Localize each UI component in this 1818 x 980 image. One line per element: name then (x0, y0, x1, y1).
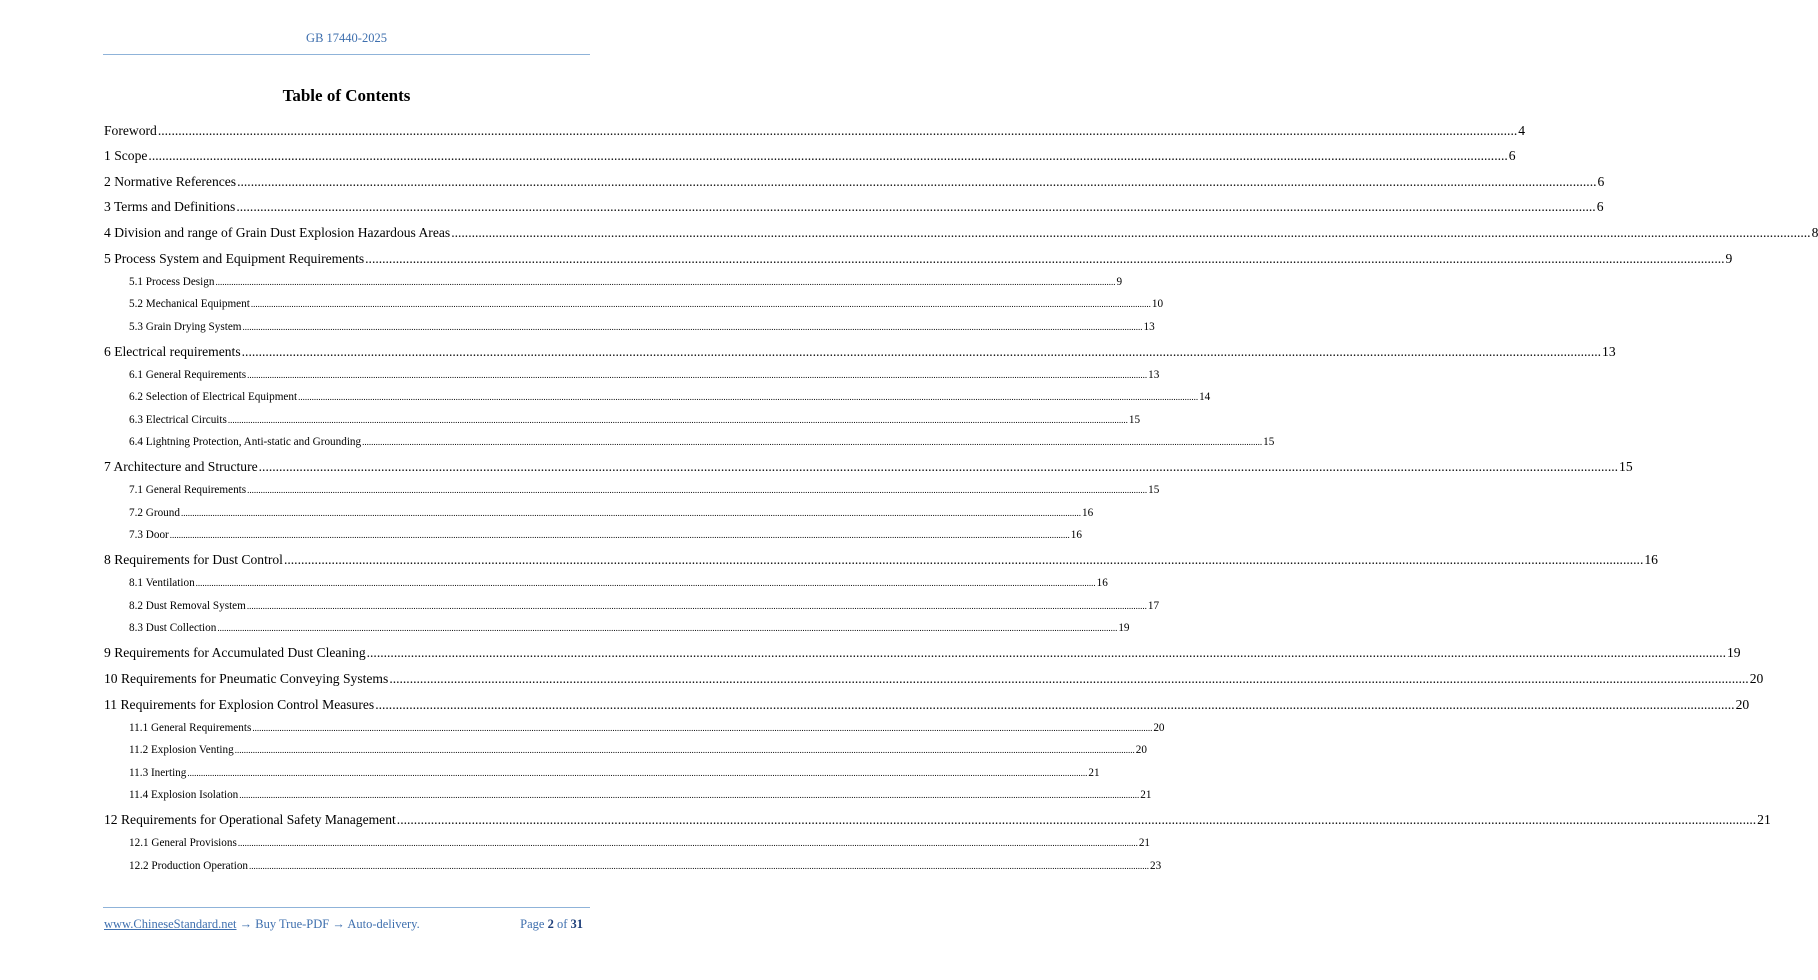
toc-leader-dots: ................................................................................................................................................................................................................................................................................................................................................................................................................ (241, 343, 1602, 359)
delivery-text: Auto-delivery. (347, 917, 420, 931)
toc-subentry[interactable] (104, 431, 1275, 454)
toc-entry-page: 19 (1118, 622, 1130, 635)
toc-entry-page: 15 (1263, 436, 1275, 449)
toc-entry-page: 9 (1116, 275, 1123, 288)
toc-entry-title: 11.3 Inerting (129, 766, 187, 779)
toc-leader-dots: ................................................................................................................................................................................................................................................................................................................................................................................................................ (237, 173, 1597, 189)
toc-entry-page: 17 (1147, 599, 1160, 612)
toc-entry-page: 13 (1148, 368, 1160, 381)
toc-entry-page: 13 (1143, 320, 1155, 333)
toc-entry-title: 11.4 Explosion Isolation (129, 789, 239, 802)
toc-subentry[interactable] (104, 855, 1162, 878)
toc-subentry[interactable] (104, 479, 1160, 502)
toc-entry-page: 15 (1128, 413, 1141, 426)
toc-entry-page: 21 (1138, 837, 1151, 850)
toc-entry[interactable] (104, 143, 1516, 168)
toc-entry[interactable] (104, 118, 1526, 143)
toc-entry[interactable] (104, 666, 1764, 691)
toc-entry-title: 8.3 Dust Collection (129, 622, 217, 635)
toc-entry-title: 9 Requirements for Accumulated Dust Cleaning (104, 645, 366, 661)
footer-purchase-line (104, 917, 420, 932)
page-current: 2 (547, 917, 554, 931)
toc-entry-page: 20 (1749, 671, 1764, 687)
toc-entry-page: 16 (1096, 577, 1108, 590)
toc-entry[interactable] (104, 220, 1818, 245)
toc-entry-page: 13 (1602, 343, 1616, 359)
toc-entry-page: 15 (1619, 459, 1633, 475)
toc-entry-title: 3 Terms and Definitions (104, 199, 236, 215)
toc-entry-title: 4 Division and range of Grain Dust Explosion Hazardous Areas (104, 224, 451, 240)
toc-entry-page: 6 (1508, 148, 1516, 164)
toc-subentry[interactable] (104, 617, 1130, 640)
toc-leader-dots: ................................................................................................................................................................................................................................................................................................................................................................................................................ (389, 671, 1749, 687)
toc-leader-dots: ................................................................................................................................................................................................................................................................................................................................................................................................................ (247, 369, 1148, 380)
toc-leader-dots: ................................................................................................................................................................................................................................................................................................................................................................................................................ (242, 321, 1143, 332)
arrow-icon: → (239, 917, 253, 931)
toc-subentry[interactable] (104, 409, 1141, 432)
toc-entry-title: 6.1 General Requirements (129, 368, 247, 381)
toc-entry-page: 23 (1150, 859, 1162, 872)
toc-leader-dots: ................................................................................................................................................................................................................................................................................................................................................................................................................ (396, 812, 1757, 828)
toc-entry-title: 5.2 Mechanical Equipment (129, 298, 250, 311)
toc-leader-dots: ................................................................................................................................................................................................................................................................................................................................................................................................................ (252, 722, 1153, 733)
page-number (520, 917, 583, 932)
toc-entry-page: 21 (1757, 812, 1771, 828)
toc-entry-title: 7.3 Door (129, 529, 169, 542)
toc-subentry[interactable] (104, 739, 1147, 762)
toc-entry-title: 8.1 Ventilation (129, 577, 195, 590)
toc-entry-title: 11.2 Explosion Venting (129, 744, 234, 757)
toc-subentry[interactable] (104, 572, 1108, 595)
toc-entry-page: 15 (1148, 484, 1160, 497)
toc-entry-title: 8.2 Dust Removal System (129, 599, 246, 612)
toc-entry-title: 5.1 Process Design (129, 275, 215, 288)
toc-entry[interactable] (104, 640, 1741, 665)
toc-subentry[interactable] (104, 293, 1164, 316)
toc-entry-title: 5 Process System and Equipment Requirements (104, 250, 365, 266)
toc-entry-title: 12.1 General Provisions (129, 837, 237, 850)
toc-subentry[interactable] (104, 762, 1100, 785)
toc-subentry[interactable] (104, 316, 1155, 339)
toc-leader-dots: ................................................................................................................................................................................................................................................................................................................................................................................................................ (258, 459, 1619, 475)
toc-entry-title: Foreword (104, 122, 157, 138)
toc-subentry[interactable] (104, 595, 1160, 618)
toc-title: Table of Contents (282, 86, 411, 105)
toc-leader-dots: ................................................................................................................................................................................................................................................................................................................................................................................................................ (195, 578, 1096, 589)
toc-leader-dots: ................................................................................................................................................................................................................................................................................................................................................................................................................ (362, 437, 1263, 448)
toc-entry-title: 2 Normative References (104, 173, 237, 189)
toc-leader-dots: ................................................................................................................................................................................................................................................................................................................................................................................................................ (169, 530, 1070, 541)
toc-subentry[interactable] (104, 386, 1211, 409)
toc-entry-page: 4 (1518, 122, 1526, 138)
toc-subentry[interactable] (104, 524, 1082, 547)
toc-subentry[interactable] (104, 717, 1165, 740)
toc-entry-title: 6.4 Lightning Protection, Anti-static and Grounding (129, 436, 362, 449)
toc-entry-page: 14 (1199, 391, 1211, 404)
toc-entry[interactable] (104, 246, 1733, 271)
site-link[interactable]: www.ChineseStandard.net (104, 917, 237, 931)
toc-leader-dots: ................................................................................................................................................................................................................................................................................................................................................................................................................ (283, 552, 1644, 568)
toc-entry[interactable] (104, 692, 1750, 717)
toc-leader-dots: ................................................................................................................................................................................................................................................................................................................................................................................................................ (247, 485, 1148, 496)
toc-entry-page: 16 (1081, 506, 1094, 519)
toc-leader-dots: ................................................................................................................................................................................................................................................................................................................................................................................................................ (239, 790, 1140, 801)
toc-leader-dots: ................................................................................................................................................................................................................................................................................................................................................................................................................ (157, 122, 1518, 138)
toc-entry-page: 8 (1811, 224, 1818, 240)
toc-entry-title: 12 Requirements for Operational Safety Management (104, 812, 396, 828)
toc-leader-dots: ................................................................................................................................................................................................................................................................................................................................................................................................................ (366, 645, 1726, 661)
toc-leader-dots: ................................................................................................................................................................................................................................................................................................................................................................................................................ (217, 623, 1118, 634)
buy-link[interactable]: Buy True-PDF (255, 917, 330, 931)
toc-subentry[interactable] (104, 271, 1123, 294)
toc-entry-title: 1 Scope (104, 148, 148, 164)
toc-entry-page: 16 (1070, 529, 1082, 542)
toc-leader-dots: ................................................................................................................................................................................................................................................................................................................................................................................................................ (234, 745, 1135, 756)
toc-entry-title: 11 Requirements for Explosion Control Measures (104, 696, 375, 712)
toc-entry-page: 6 (1596, 199, 1604, 215)
toc-entry-page: 9 (1725, 250, 1733, 266)
toc-entry-title: 6.3 Electrical Circuits (129, 413, 227, 426)
toc-entry-page: 6 (1597, 173, 1605, 189)
toc-entry-title: 7.1 General Requirements (129, 484, 247, 497)
page-total: 31 (570, 917, 583, 931)
toc-leader-dots: ................................................................................................................................................................................................................................................................................................................................................................................................................ (236, 199, 1596, 215)
toc-entry[interactable] (104, 169, 1605, 194)
table-of-contents (104, 117, 1818, 877)
toc-leader-dots: ................................................................................................................................................................................................................................................................................................................................................................................................................ (298, 392, 1199, 403)
toc-entry-title: 7.2 Ground (129, 506, 180, 519)
toc-entry-page: 16 (1644, 552, 1658, 568)
toc-entry-title: 11.1 General Requirements (129, 721, 252, 734)
toc-subentry[interactable] (104, 832, 1151, 855)
toc-leader-dots: ................................................................................................................................................................................................................................................................................................................................................................................................................ (187, 767, 1088, 778)
toc-leader-dots: ................................................................................................................................................................................................................................................................................................................................................................................................................ (180, 507, 1081, 518)
toc-leader-dots: ................................................................................................................................................................................................................................................................................................................................................................................................................ (250, 299, 1151, 310)
toc-entry-page: 19 (1727, 645, 1741, 661)
page-of: of (556, 917, 568, 931)
toc-entry-title: 10 Requirements for Pneumatic Conveying Systems (104, 671, 389, 687)
toc-entry-page: 20 (1135, 744, 1147, 757)
toc-leader-dots: ................................................................................................................................................................................................................................................................................................................................................................................................................ (246, 600, 1147, 611)
toc-entry-title: 7 Architecture and Structure (104, 459, 258, 475)
toc-subentry[interactable] (104, 364, 1160, 387)
toc-entry-page: 21 (1140, 789, 1152, 802)
toc-entry-page: 21 (1088, 766, 1100, 779)
toc-entry-page: 10 (1151, 298, 1164, 311)
toc-leader-dots: ................................................................................................................................................................................................................................................................................................................................................................................................................ (365, 250, 1725, 266)
toc-subentry[interactable] (104, 784, 1152, 807)
document-code-header: GB 17440-2025 (306, 31, 387, 45)
toc-entry[interactable] (104, 454, 1633, 479)
toc-entry-page: 20 (1153, 721, 1165, 734)
toc-leader-dots: ................................................................................................................................................................................................................................................................................................................................................................................................................ (148, 148, 1508, 164)
page-word: Page (520, 917, 545, 931)
toc-subentry[interactable] (104, 502, 1094, 525)
toc-leader-dots: ................................................................................................................................................................................................................................................................................................................................................................................................................ (227, 414, 1128, 425)
toc-entry-title: 8 Requirements for Dust Control (104, 552, 283, 568)
toc-leader-dots: ................................................................................................................................................................................................................................................................................................................................................................................................................ (215, 276, 1116, 287)
toc-entry[interactable] (104, 807, 1771, 832)
toc-leader-dots: ................................................................................................................................................................................................................................................................................................................................................................................................................ (249, 860, 1150, 871)
toc-entry-title: 6.2 Selection of Electrical Equipment (129, 391, 298, 404)
toc-entry-title: 6 Electrical requirements (104, 343, 241, 359)
toc-entry-title: 12.2 Production Operation (129, 859, 249, 872)
footer-divider (103, 907, 590, 908)
toc-leader-dots: ................................................................................................................................................................................................................................................................................................................................................................................................................ (451, 224, 1811, 240)
toc-entry[interactable] (104, 194, 1604, 219)
toc-leader-dots: ................................................................................................................................................................................................................................................................................................................................................................................................................ (375, 696, 1735, 712)
toc-leader-dots: ................................................................................................................................................................................................................................................................................................................................................................................................................ (237, 838, 1138, 849)
header-divider (103, 54, 590, 55)
toc-entry-page: 20 (1735, 696, 1750, 712)
toc-entry-title: 5.3 Grain Drying System (129, 320, 242, 333)
arrow-icon: → (332, 917, 345, 931)
toc-entry[interactable] (104, 339, 1616, 364)
toc-entry[interactable] (104, 547, 1658, 572)
